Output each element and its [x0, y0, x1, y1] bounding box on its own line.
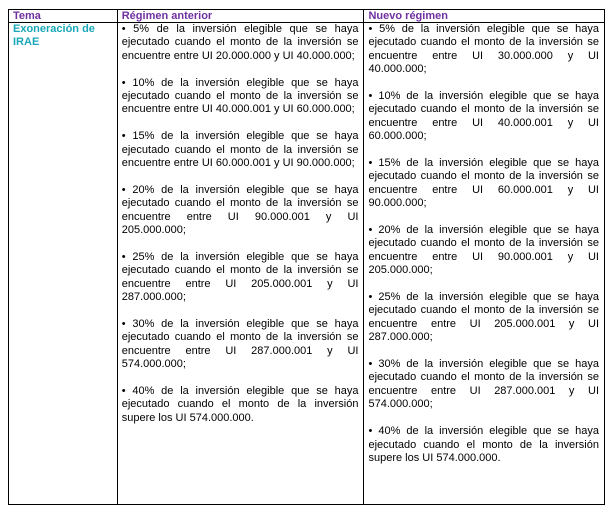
header-tema: Tema	[9, 10, 118, 23]
list-item: • 15% de la inversión elegible que se haya ejecutado cuando el monto de la inversión se encuentre entre UI 60.000.001 y UI 90.000.000;	[121, 130, 359, 170]
table-row	[9, 23, 605, 505]
list-item: • 15% de la inversión elegible que se haya ejecutado cuando el monto de la inversión se encuentre entre UI 60.000.001 y UI 90.000.000;	[368, 157, 599, 210]
list-item: • 20% de la inversión elegible que se haya ejecutado cuando el monto de la inversión se encuentre entre UI 90.000.001 y UI 205.000.000;	[121, 183, 359, 237]
list-item: • 10% de la inversión elegible que se haya ejecutado cuando el monto de la inversión se encuentre entre UI 40.000.001 y UI 60.000.000;	[368, 90, 599, 143]
list-item: • 40% de la inversión elegible que se haya ejecutado cuando el monto de la inversión supere los UI 574.000.000.	[121, 384, 359, 424]
list-item: • 5% de la inversión elegible que se haya ejecutado cuando el monto de la inversión se encuentre entre UI 30.000.000 y UI 40.000.000;	[368, 23, 599, 76]
list-item: • 10% de la inversión elegible que se haya ejecutado cuando el monto de la inversión se encuentre entre UI 40.000.001 y UI 60.000.000;	[121, 76, 359, 116]
list-item: • 25% de la inversión elegible que se haya ejecutado cuando el monto de la inversión se encuentre entre UI 205.000.001 y UI 287.000.000;	[368, 291, 599, 344]
list-item: • 5% de la inversión elegible que se haya ejecutado cuando el monto de la inversión se encuentre entre UI 20.000.000 y UI 40.000.000;	[121, 23, 359, 62]
list-item: • 20% de la inversión elegible que se haya ejecutado cuando el monto de la inversión se encuentre entre UI 90.000.001 y UI 205.000.000;	[368, 224, 599, 277]
list-item: • 30% de la inversión elegible que se haya ejecutado cuando el monto de la inversión se encuentre entre UI 287.000.001 y UI 574.000.000;	[368, 358, 599, 411]
list-item: • 40% de la inversión elegible que se haya ejecutado cuando el monto de la inversión supere los UI 574.000.000.	[368, 425, 599, 464]
header-row	[9, 10, 605, 23]
header-nuevo-regimen: Nuevo régimen	[364, 10, 605, 23]
comparison-table	[8, 9, 605, 505]
nuevo-regimen-cell	[364, 23, 605, 505]
list-item: • 25% de la inversión elegible que se haya ejecutado cuando el monto de la inversión se encuentre entre UI 205.000.001 y UI 287.000.000;	[121, 250, 359, 304]
list-item: • 30% de la inversión elegible que se haya ejecutado cuando el monto de la inversión se encuentre entre UI 287.000.001 y UI 574.000.000;	[121, 317, 359, 371]
header-regimen-anterior: Régimen anterior	[117, 10, 364, 23]
regimen-anterior-cell	[117, 23, 364, 505]
tema-cell: Exoneración de IRAE	[9, 23, 118, 505]
